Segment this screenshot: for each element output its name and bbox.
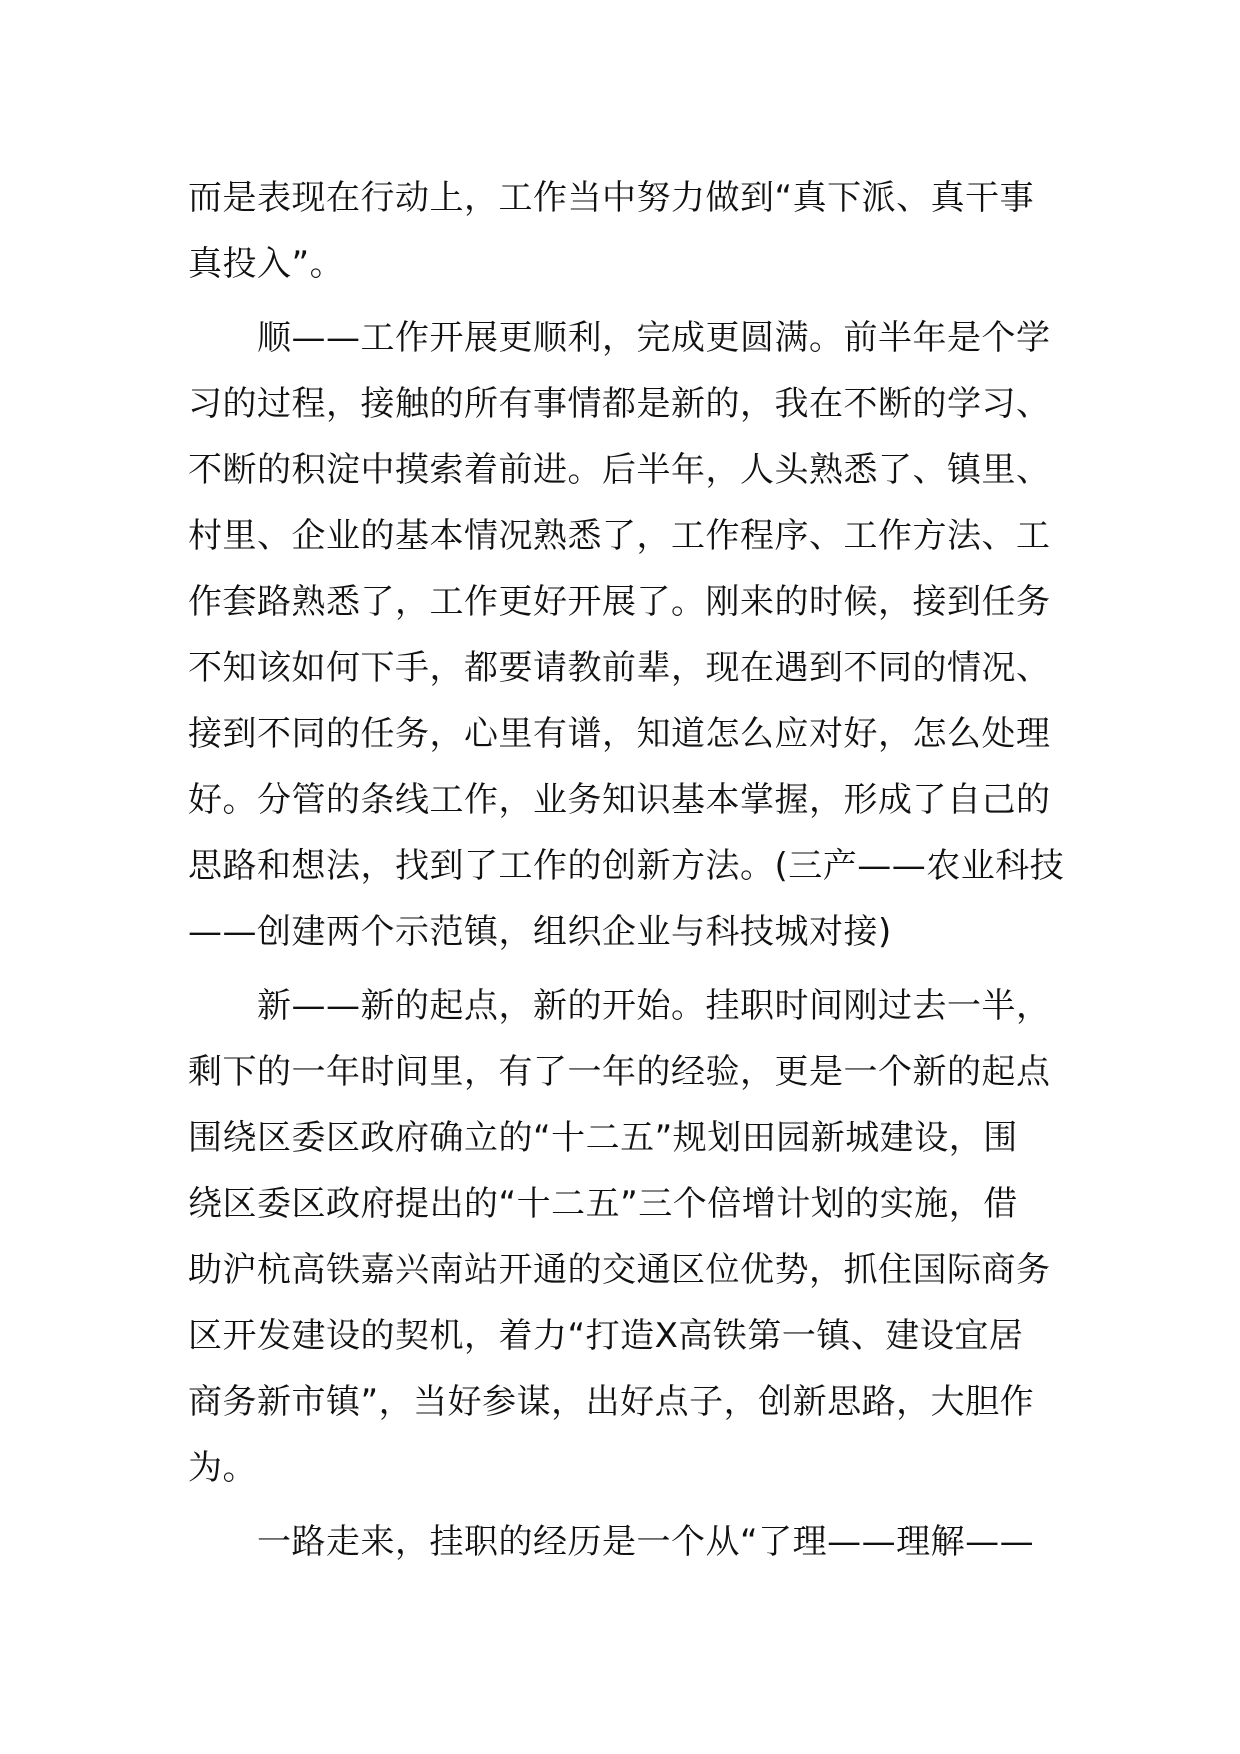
text-line: 思路和想法，找到了工作的创新方法。(三产——农业科技 xyxy=(188,846,1065,886)
text-line: 商务新市镇”，当好参谋，出好点子，创新思路，大胆作 xyxy=(188,1382,1035,1422)
text-line: 接到不同的任务，心里有谱，知道怎么应对好，怎么处理 xyxy=(188,714,1051,754)
text-line: 顺——工作开展更顺利，完成更圆满。前半年是个学 xyxy=(188,318,1051,358)
text-line: 为。 xyxy=(188,1448,257,1488)
text-line: 而是表现在行动上，工作当中努力做到“真下派、真干事 xyxy=(188,178,1035,218)
text-line: 一路走来，挂职的经历是一个从“了理——理解—— xyxy=(188,1522,1035,1562)
paragraph-3 xyxy=(188,973,1058,1501)
paragraph-1 xyxy=(188,165,1058,297)
text-line: 村里、企业的基本情况熟悉了，工作程序、工作方法、工 xyxy=(188,516,1051,556)
text-line: 习的过程，接触的所有事情都是新的，我在不断的学习、 xyxy=(188,384,1051,424)
text-line: 不知该如何下手，都要请教前辈，现在遇到不同的情况、 xyxy=(188,648,1051,688)
text-line: 新——新的起点，新的开始。挂职时间刚过去一半， xyxy=(188,986,1051,1026)
text-line: 绕区委区政府提出的“十二五”三个倍增计划的实施，借 xyxy=(188,1184,1018,1224)
text-line: 作套路熟悉了，工作更好开展了。刚来的时候，接到任务 xyxy=(188,582,1051,622)
paragraph-4 xyxy=(188,1509,1058,1575)
document-body xyxy=(188,165,1065,1575)
text-line: 不断的积淀中摸索着前进。后半年，人头熟悉了、镇里、 xyxy=(188,450,1051,490)
text-line: 助沪杭高铁嘉兴南站开通的交通区位优势，抓住国际商务 xyxy=(188,1250,1051,1290)
text-line: 围绕区委区政府确立的“十二五”规划田园新城建设，围 xyxy=(188,1118,1018,1158)
text-line: ——创建两个示范镇，组织企业与科技城对接) xyxy=(188,912,892,952)
text-line: 剩下的一年时间里，有了一年的经验，更是一个新的起点 xyxy=(188,1052,1051,1092)
paragraph-2 xyxy=(188,305,1065,965)
text-line: 好。分管的条线工作，业务知识基本掌握，形成了自己的 xyxy=(188,780,1051,820)
text-line: 区开发建设的契机，着力“打造X高铁第一镇、建设宜居 xyxy=(188,1316,1024,1356)
text-line: 真投入”。 xyxy=(188,244,345,284)
paragraph-spacer xyxy=(188,297,1058,305)
paragraph-spacer xyxy=(188,1501,1058,1509)
paragraph-spacer xyxy=(188,965,1058,973)
